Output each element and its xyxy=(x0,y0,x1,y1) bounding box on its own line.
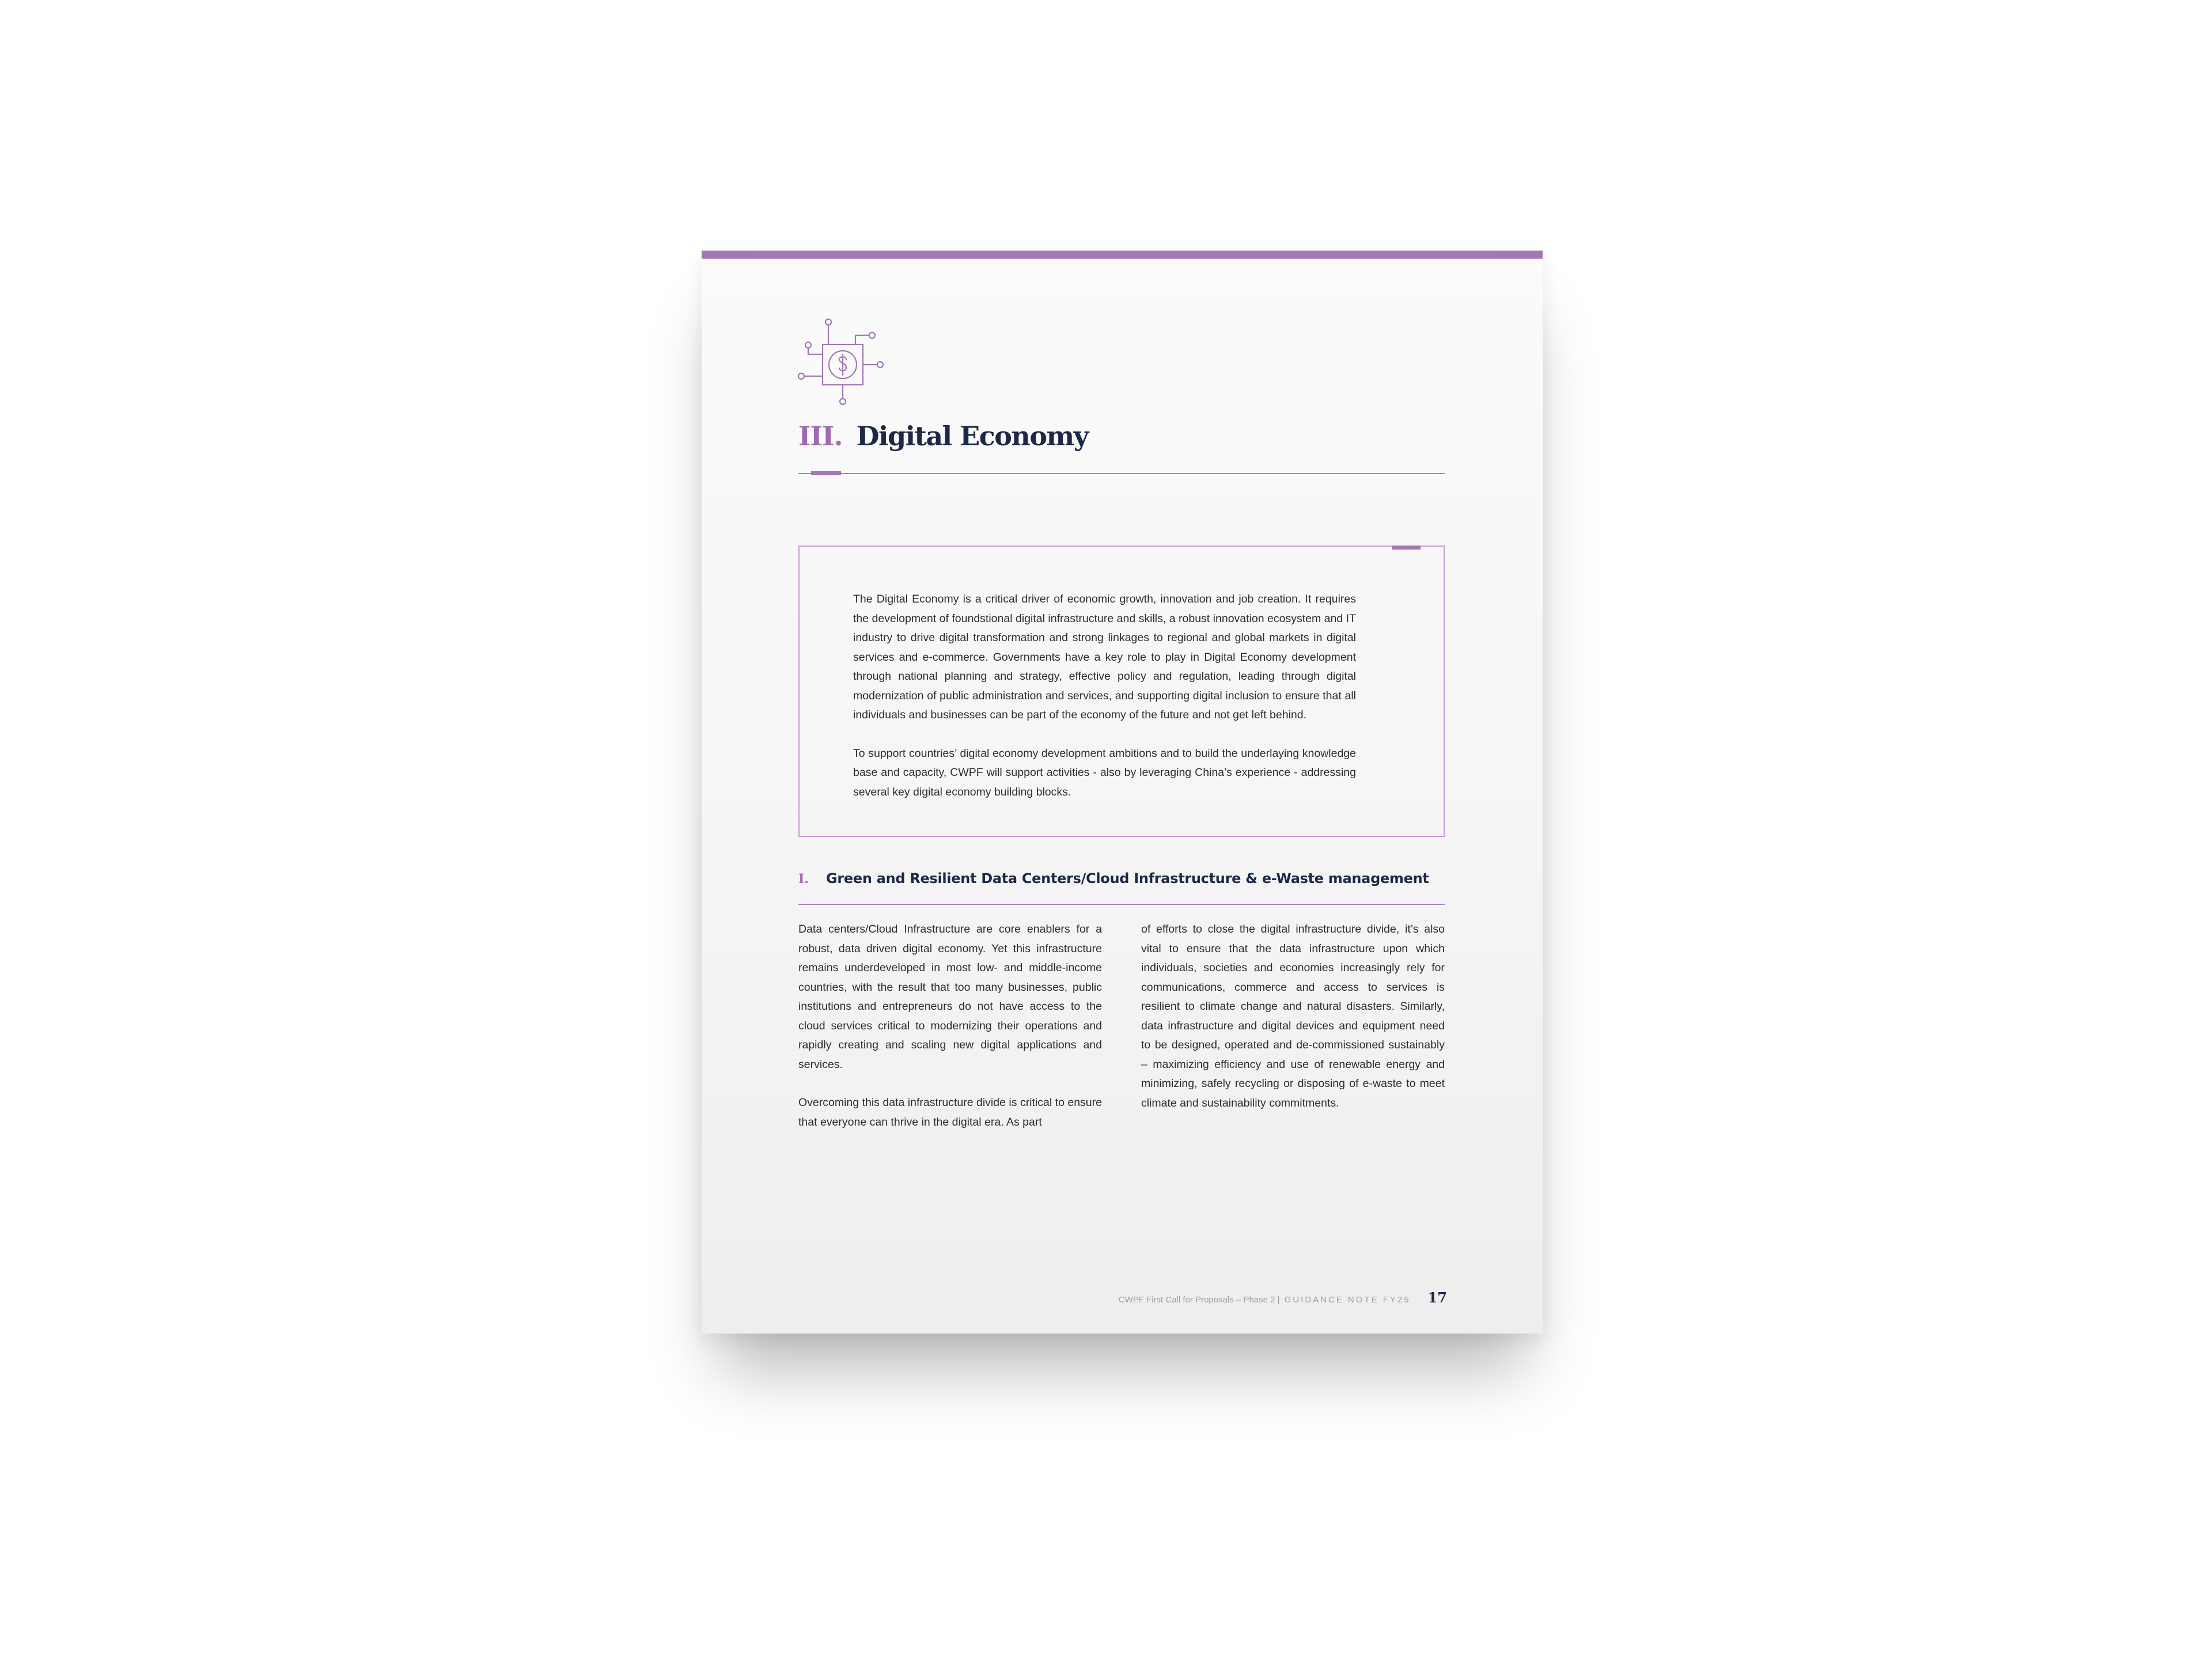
intro-paragraph: The Digital Economy is a critical driver of economic growth, innovation and job creation. It requires the development of foundstional digital infrastructure and skills, a robust innovation ecosystem and IT industry to drive digital transformation and strong linkages to regional and global markets in digital services and e-commerce. Governments have a key role to play in Digital Economy development through national planning and strategy, effective policy and regulation, leading through digital modernization of public administration and services, and supporting digital inclusion to ensure that all individuals and businesses can be part of the economy of the future and not get left behind. xyxy=(853,593,1356,721)
body-column-right xyxy=(1141,920,1445,1113)
subsection-heading xyxy=(798,870,1429,887)
digital-currency-circuit-icon xyxy=(797,318,889,407)
heading-divider-accent xyxy=(811,471,841,475)
footer-source: CWPF First Call for Proposals – Phase 2 | xyxy=(1118,1295,1280,1305)
footer-guidance-note: GUIDANCE NOTE FY25 xyxy=(1284,1295,1411,1305)
body-paragraph: Data centers/Cloud Infrastructure are core enablers for a robust, data driven digital economy. Yet this infrastructure remains underdeveloped in most low- and middle-income countries, with the result that too many businesses, public institutions and entrepreneurs do not have access to the cloud services critical to modernizing their operations and rapidly creating and scaling new digital applications and services. xyxy=(798,923,1102,1071)
intro-paragraph: To support countries’ digital economy development ambitions and to build the underlaying knowledge base and capacity, CWPF will support activities - also by leveraging China’s experience - addressing several key digital economy building blocks. xyxy=(853,747,1356,798)
section-title: Digital Economy xyxy=(856,421,1088,452)
section-heading xyxy=(798,421,1088,452)
document-page xyxy=(702,251,1543,1334)
page-footer xyxy=(1119,1289,1447,1306)
subsection-number: I. xyxy=(798,872,809,887)
subsection-divider xyxy=(798,904,1445,905)
body-column-left xyxy=(798,920,1102,1132)
page-number: 17 xyxy=(1427,1289,1447,1306)
section-number: III. xyxy=(798,421,843,452)
intro-text xyxy=(853,590,1356,802)
page-top-accent-bar xyxy=(702,251,1543,259)
heading-divider xyxy=(798,473,1445,474)
body-paragraph: of efforts to close the digital infrastructure divide, it’s also vital to ensure that the data infrastructure upon which individuals, societies and economies increasingly rely for communications, commerce and access to services is resilient to climate change and natural disasters. Similarly, data infrastructure and digital devices and equipment need to be designed, operated and de-commissioned sustainably – maximizing efficiency and use of renewable energy and minimizing, safely recycling or disposing of e-waste to meet climate and sustainability commitments. xyxy=(1141,923,1445,1109)
intro-box-accent xyxy=(1392,546,1421,550)
intro-box xyxy=(798,546,1445,837)
body-paragraph: Overcoming this data infrastructure divide is critical to ensure that everyone can thrive in the digital era. As part xyxy=(798,1096,1102,1128)
subsection-title: Green and Resilient Data Centers/Cloud Infrastructure & e-Waste management xyxy=(825,870,1429,887)
